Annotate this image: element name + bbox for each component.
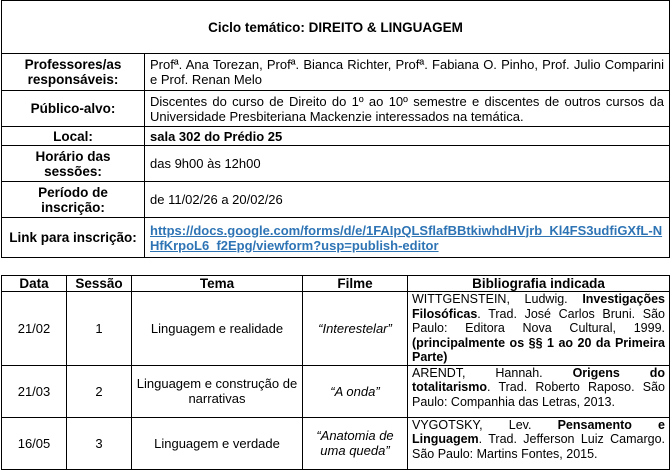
bib-author: ARENDT, Hannah. — [412, 365, 543, 380]
table-row — [2, 292, 670, 366]
row-data: 16/05 — [2, 417, 67, 469]
periodo-label: Período de inscrição: — [2, 182, 145, 218]
professores-label: Professores/as responsáveis: — [2, 54, 145, 91]
header-sessao: Sessão — [67, 276, 132, 292]
bib-author: VYGOTSKY, Lev. — [412, 417, 532, 432]
horario-label: Horário das sessões: — [2, 146, 145, 182]
registration-link[interactable]: https://docs.google.com/forms/d/e/1FAIpQLSflafBBtkiwhdHVjrb_Kl4FS3udfiGXfL-NHfKrpoL6_f2Epg/viewform?usp=publish-editor — [150, 222, 663, 253]
row-bibliografia — [408, 365, 670, 417]
row-tema: Linguagem e verdade — [132, 417, 303, 469]
row-filme: “Interestelar” — [303, 292, 408, 366]
bib-title: Investigações Filosóficas — [412, 292, 665, 321]
row-filme: “Anatomia de uma queda” — [303, 417, 408, 469]
schedule-header-row — [2, 276, 670, 292]
title-row — [2, 1, 670, 54]
page-title: Ciclo temático: DIREITO & LINGUAGEM — [2, 1, 670, 54]
row-data: 21/02 — [2, 292, 67, 366]
bib-author: WITTGENSTEIN, Ludwig. — [412, 292, 568, 306]
table-row — [2, 417, 670, 469]
local-row — [2, 127, 670, 146]
publico-row — [2, 91, 670, 127]
professores-value: Profª. Ana Torezan, Profª. Bianca Richter, Profª. Fabiana O. Pinho, Prof. Julio Comparini e Prof. Renan Melo — [145, 54, 670, 91]
row-sessao: 1 — [67, 292, 132, 366]
periodo-value: de 11/02/26 a 20/02/26 — [145, 182, 670, 218]
horario-value: das 9h00 às 12h00 — [145, 146, 670, 182]
row-bibliografia — [408, 292, 670, 366]
info-table — [1, 0, 670, 258]
publico-value: Discentes do curso de Direito do 1º ao 10º semestre e discentes de outros cursos da Universidade Presbiteriana Mackenzie interessados na temática. — [145, 91, 670, 127]
bib-rest: . Trad. José Carlos Bruni. São Paulo: Editora Nova Cultural, 1999. — [412, 306, 665, 335]
header-data: Data — [2, 276, 67, 292]
bib-note: (principalmente os §§ 1 ao 20 da Primeira Parte) — [412, 335, 665, 364]
local-value: sala 302 do Prédio 25 — [145, 127, 670, 146]
periodo-row — [2, 182, 670, 218]
bib-title: Pensamento e Linguagem — [412, 417, 665, 446]
bib-rest: . Trad. Roberto Raposo. São Paulo: Companhia das Letras, 2013. — [412, 380, 665, 409]
horario-row — [2, 146, 670, 182]
row-tema: Linguagem e construção de narrativas — [132, 365, 303, 417]
table-row — [2, 365, 670, 417]
publico-label: Público-alvo: — [2, 91, 145, 127]
bib-rest: . Trad. Jefferson Luiz Camargo. São Paulo: Martins Fontes, 2015. — [412, 432, 665, 461]
row-filme: “A onda” — [303, 365, 408, 417]
link-label: Link para inscrição: — [2, 218, 145, 258]
local-label: Local: — [2, 127, 145, 146]
row-bibliografia — [408, 417, 670, 469]
schedule-table — [1, 275, 670, 470]
row-sessao: 2 — [67, 365, 132, 417]
header-filme: Filme — [303, 276, 408, 292]
header-bibliografia: Bibliografia indicada — [408, 276, 670, 292]
bib-title: Origens do totalitarismo — [412, 365, 665, 394]
link-row — [2, 218, 670, 258]
row-sessao: 3 — [67, 417, 132, 469]
header-tema: Tema — [132, 276, 303, 292]
professores-row — [2, 54, 670, 91]
row-tema: Linguagem e realidade — [132, 292, 303, 366]
table-gap — [0, 263, 672, 275]
row-data: 21/03 — [2, 365, 67, 417]
